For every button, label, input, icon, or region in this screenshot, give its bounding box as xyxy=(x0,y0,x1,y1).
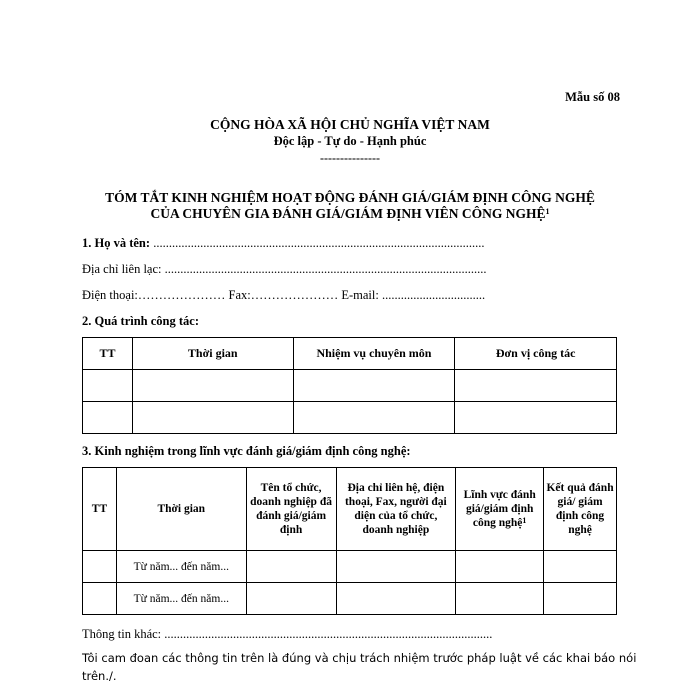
table-cell[interactable] xyxy=(456,583,544,615)
table-cell[interactable] xyxy=(246,551,336,583)
section-3-heading: 3. Kinh nghiệm trong lĩnh vực đánh giá/giám định công nghệ: xyxy=(82,444,411,458)
table-cell[interactable] xyxy=(246,583,336,615)
table-cell[interactable] xyxy=(132,402,293,434)
table-row xyxy=(83,583,617,615)
table-cell[interactable] xyxy=(293,402,455,434)
name-field[interactable] xyxy=(82,236,484,251)
form-number: Mẫu số 08 xyxy=(565,90,620,104)
table-cell[interactable] xyxy=(83,551,117,583)
col-org-name: Tên tổ chức, doanh nghiệp đã đánh giá/giám định xyxy=(246,468,336,551)
nation-name: CỘNG HÒA XÃ HỘI CHỦ NGHĨA VIỆT NAM xyxy=(210,117,490,132)
period-cell[interactable]: Từ năm... đến năm... xyxy=(116,583,246,615)
col-field xyxy=(456,468,544,551)
work-history-table xyxy=(82,337,617,434)
table-row xyxy=(83,370,617,402)
national-header xyxy=(0,116,700,167)
commitment-line-2: trên./. xyxy=(82,669,117,683)
section-2-heading: 2. Quá trình công tác: xyxy=(82,314,200,328)
title-footnote-mark: 1 xyxy=(545,207,550,216)
col-period: Thời gian xyxy=(116,468,246,551)
title-line-1: TÓM TẮT KINH NGHIỆM HOẠT ĐỘNG ĐÁNH GIÁ/GIÁM ĐỊNH CÔNG NGHỆ xyxy=(105,190,595,205)
col-period: Thời gian xyxy=(132,338,293,370)
other-info-field[interactable]: Thông tin khác: ......................................................................................................... xyxy=(82,627,493,641)
table-cell[interactable] xyxy=(544,583,617,615)
phone-fax-email-field[interactable]: Điện thoại:………………… Fax:………………… E-mail: ................................. xyxy=(82,288,486,302)
table-cell[interactable] xyxy=(455,370,617,402)
col-result: Kết quả đánh giá/ giám định công nghệ xyxy=(544,468,617,551)
table-header-row xyxy=(83,338,617,370)
header-divider: --------------- xyxy=(320,151,380,165)
col-workplace: Đơn vị công tác xyxy=(455,338,617,370)
table-cell[interactable] xyxy=(336,583,456,615)
col-tt: TT xyxy=(83,338,133,370)
commitment-line-1: Tôi cam đoan các thông tin trên là đúng và chịu trách nhiệm trước pháp luật về các khai báo nói xyxy=(82,651,637,665)
name-dots: .......................................................................................................... xyxy=(150,236,485,250)
col-org-contact: Địa chỉ liên hệ, điện thoại, Fax, người đại diện của tổ chức, doanh nghiệp xyxy=(336,468,456,551)
table-row xyxy=(83,402,617,434)
table-cell[interactable] xyxy=(83,370,133,402)
table-row xyxy=(83,551,617,583)
table-cell[interactable] xyxy=(455,402,617,434)
table-cell[interactable] xyxy=(336,551,456,583)
title-line-2 xyxy=(0,206,700,222)
national-motto: Độc lập - Tự do - Hạnh phúc xyxy=(273,134,427,148)
col-duty: Nhiệm vụ chuyên môn xyxy=(293,338,455,370)
table-cell[interactable] xyxy=(456,551,544,583)
col-field-footnote-mark: 1 xyxy=(522,516,527,525)
table-cell[interactable] xyxy=(83,583,117,615)
period-cell[interactable]: Từ năm... đến năm... xyxy=(116,551,246,583)
name-label: 1. Họ và tên: xyxy=(82,236,151,250)
table-cell[interactable] xyxy=(544,551,617,583)
table-cell[interactable] xyxy=(132,370,293,402)
assessment-experience-table xyxy=(82,467,617,615)
table-header-row xyxy=(83,468,617,551)
title-line-2-text: CỦA CHUYÊN GIA ĐÁNH GIÁ/GIÁM ĐỊNH VIÊN CÔNG NGHỆ xyxy=(150,206,546,221)
table-cell[interactable] xyxy=(293,370,455,402)
col-tt: TT xyxy=(83,468,117,551)
col-field-text: Lĩnh vực đánh giá/giám định công nghệ xyxy=(463,489,536,529)
address-field[interactable]: Địa chỉ liên lạc: ....................................................................................................... xyxy=(82,262,487,276)
table-cell[interactable] xyxy=(83,402,133,434)
document-title xyxy=(0,190,700,222)
